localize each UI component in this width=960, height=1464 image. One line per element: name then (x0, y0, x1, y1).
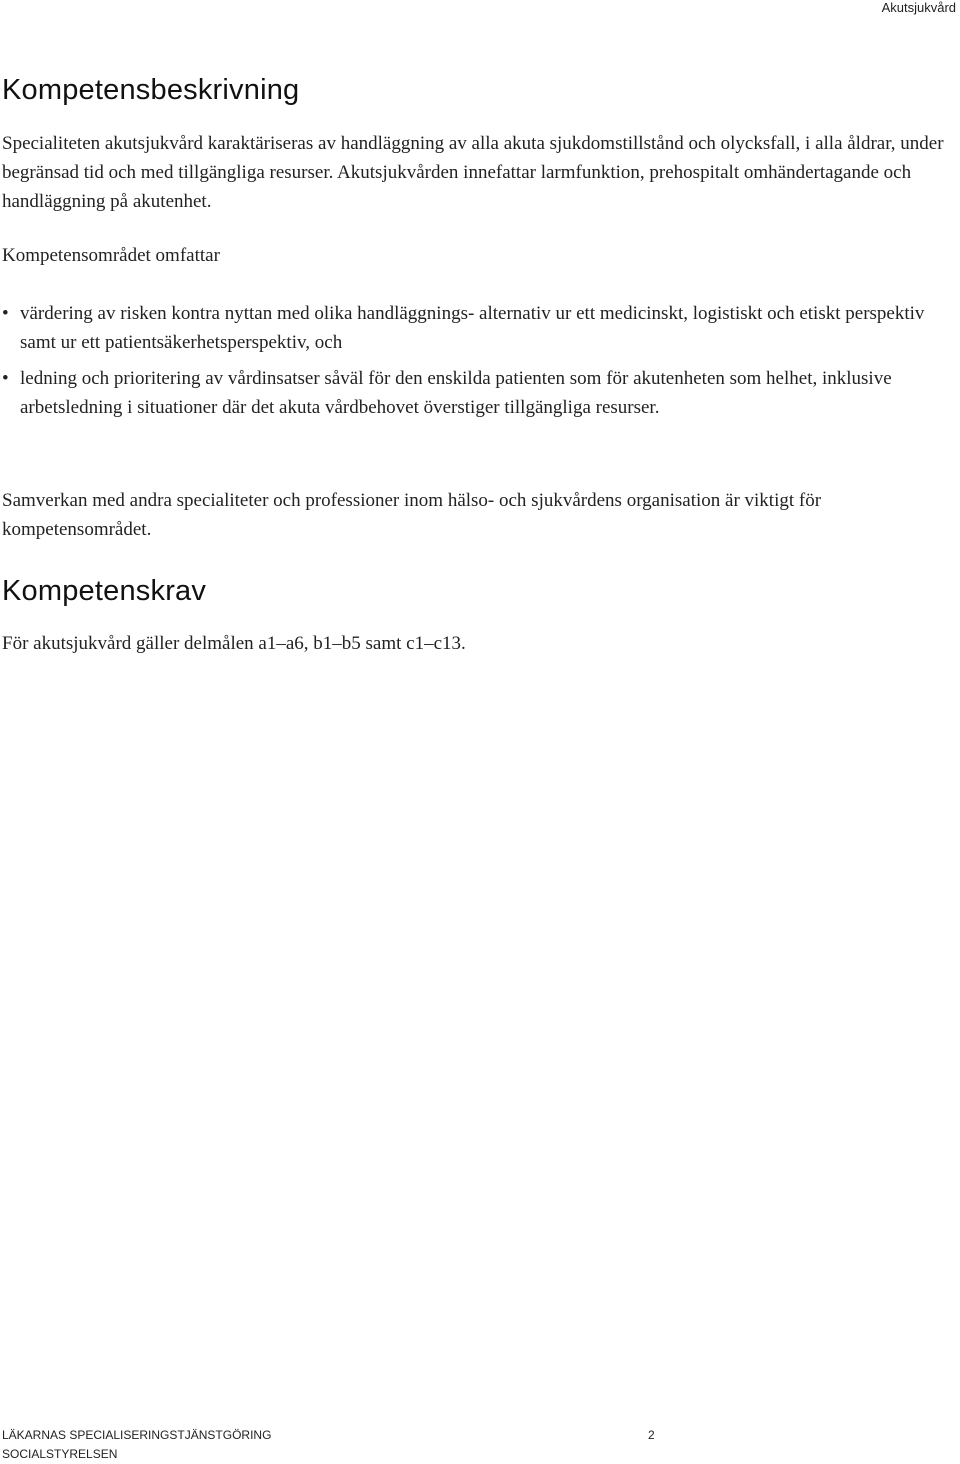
running-header-title: Akutsjukvård (881, 0, 956, 15)
scope-bullet-list (0, 299, 930, 429)
page-footer (2, 1426, 702, 1464)
footer-publisher: SOCIALSTYRELSEN (2, 1447, 118, 1461)
bullet-text: ledning och prioritering av vårdinsatser såväl för den enskilda patienten som för akutenheten som helhet, inklusive arbetsledning i situationer där det akuta vårdbehovet överstiger tillgängliga resurser. (20, 368, 892, 418)
bullet-marker-icon: • (2, 368, 9, 389)
requirements-paragraph: För akutsjukvård gäller delmålen a1–a6, b1–b5 samt c1–c13. (2, 633, 466, 654)
bullet-text: värdering av risken kontra nyttan med olika handläggnings- alternativ ur ett medicinskt, logistiskt och etiskt perspektiv samt ur ett patientsäkerhetsperspektiv, och (20, 303, 925, 353)
scope-lead-text: Kompetensområdet omfattar (2, 245, 220, 266)
bullet-marker-icon: • (2, 303, 9, 324)
intro-paragraph: Specialiteten akutsjukvård karaktäriseras av handläggning av alla akuta sjukdomstillstånd och olycksfall, i alla åldrar, under begränsad tid och med tillgängliga resurser. Akutsjukvården innefattar larmfunktion, prehospitalt omhändertagande och handläggning på akutenhet. (2, 133, 944, 212)
bullet-item (0, 299, 930, 357)
footer-publication-title: LÄKARNAS SPECIALISERINGSTJÄNSTGÖRING (2, 1428, 272, 1442)
footer-page-number: 2 (648, 1428, 655, 1442)
section-heading-kompetensbeskrivning: Kompetensbeskrivning (2, 74, 300, 106)
collaboration-paragraph: Samverkan med andra specialiteter och professioner inom hälso- och sjukvårdens organisation är viktigt för kompetensområdet. (2, 490, 822, 540)
bullet-item (0, 364, 930, 422)
section-heading-kompetenskrav: Kompetenskrav (2, 575, 207, 607)
